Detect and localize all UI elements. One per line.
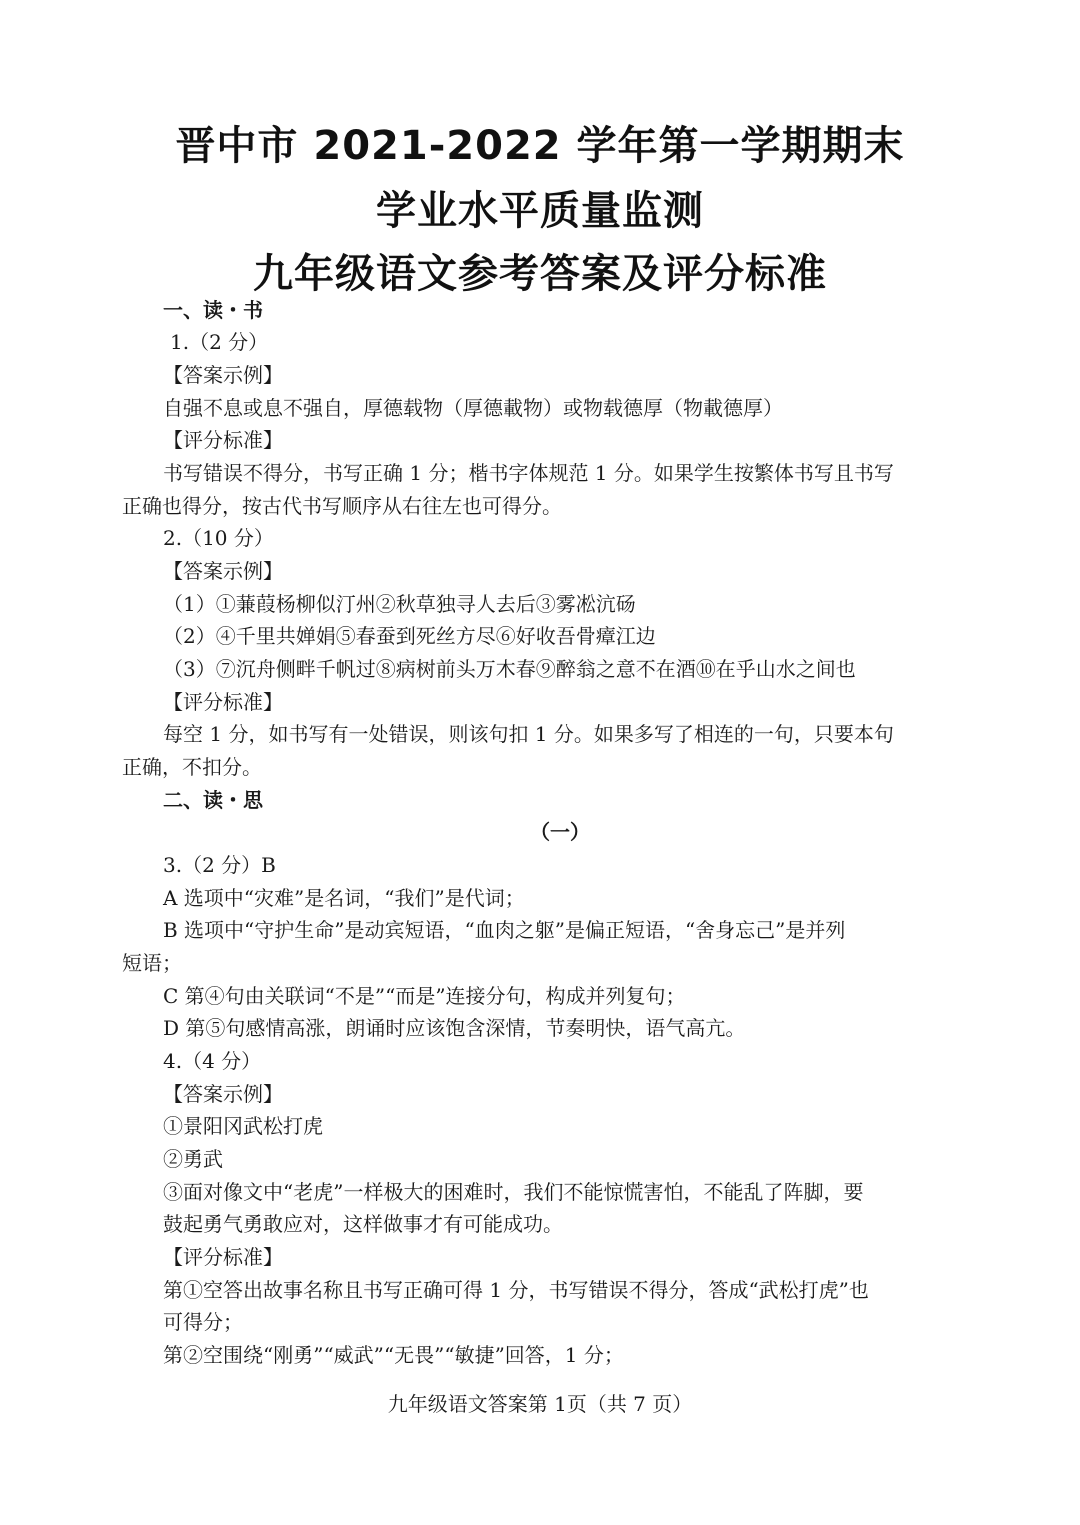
answer-text: （3）⑦沉舟侧畔千帆过⑧病树前头万木春⑨醉翁之意不在酒⑩在乎山水之间也 — [163, 657, 856, 681]
grading-label: 【评分标准】 — [163, 1245, 283, 1269]
grading-text: 书写错误不得分，书写正确 1 分；楷书字体规范 1 分。如果学生按繁体书写且书写 — [163, 461, 894, 485]
grading-text: 可得分； — [163, 1310, 243, 1334]
question-4: 4.（4 分） — [163, 1049, 262, 1073]
option-explanation: A 选项中“灾难”是名词，“我们”是代词； — [163, 886, 525, 910]
page-footer: 九年级语文答案第 1页（共 7 页） — [387, 1392, 693, 1416]
option-explanation: D 第⑤句感情高涨，朗诵时应该饱含深情，节奏明快，语气高亢。 — [163, 1016, 746, 1040]
option-explanation: 短语； — [122, 951, 182, 975]
question-1: 1.（2 分） — [170, 330, 269, 354]
section-heading-1: 一、读・书 — [163, 298, 263, 322]
answer-label: 【答案示例】 — [163, 363, 283, 387]
answer-text: （2）④千里共婵娟⑤春蚕到死丝方尽⑥好收吾骨瘴江边 — [163, 624, 656, 648]
grading-text: 正确，不扣分。 — [122, 755, 262, 779]
doc-title-line3: 九年级语文参考答案及评分标准 — [253, 251, 827, 297]
grading-text: 正确也得分，按古代书写顺序从右往左也可得分。 — [122, 494, 562, 518]
answer-label: 【答案示例】 — [163, 1082, 283, 1106]
answer-label: 【答案示例】 — [163, 559, 283, 583]
answer-text: 自强不息或息不强自，厚德载物（厚德載物）或物载德厚（物載德厚） — [163, 396, 783, 420]
doc-title-line1: 晋中市 2021-2022 学年第一学期期末 — [175, 123, 905, 169]
doc-title-line2: 学业水平质量监测 — [376, 188, 704, 234]
answer-text: （1）①蒹葭杨柳似汀州②秋草独寻人去后③雾凇沆砀 — [163, 592, 636, 616]
option-explanation: C 第④句由关联词“不是”“而是”连接分句，构成并列复句； — [163, 984, 686, 1008]
grading-text: 每空 1 分，如书写有一处错误，则该句扣 1 分。如果多写了相连的一句，只要本句 — [163, 722, 894, 746]
question-3: 3.（2 分）B — [163, 853, 276, 877]
section-heading-2: 二、读・思 — [163, 788, 263, 812]
grading-label: 【评分标准】 — [163, 690, 283, 714]
answer-text: ①景阳冈武松打虎 — [163, 1114, 323, 1138]
grading-text: 第②空围绕“刚勇”“威武”“无畏”“敏捷”回答，1 分； — [163, 1343, 624, 1367]
grading-label: 【评分标准】 — [163, 428, 283, 452]
answer-text: ③面对像文中“老虎”一样极大的困难时，我们不能惊慌害怕，不能乱了阵脚，要 — [163, 1180, 864, 1204]
answer-text: 鼓起勇气勇敢应对，这样做事才有可能成功。 — [163, 1212, 563, 1236]
grading-text: 第①空答出故事名称且书写正确可得 1 分，书写错误不得分，答成“武松打虎”也 — [163, 1278, 869, 1302]
question-2: 2.（10 分） — [163, 526, 274, 550]
answer-text: ②勇武 — [163, 1147, 223, 1171]
part-heading: （一） — [530, 820, 590, 844]
option-explanation: B 选项中“守护生命”是动宾短语，“血肉之躯”是偏正短语，“舍身忘己”是并列 — [163, 918, 846, 942]
